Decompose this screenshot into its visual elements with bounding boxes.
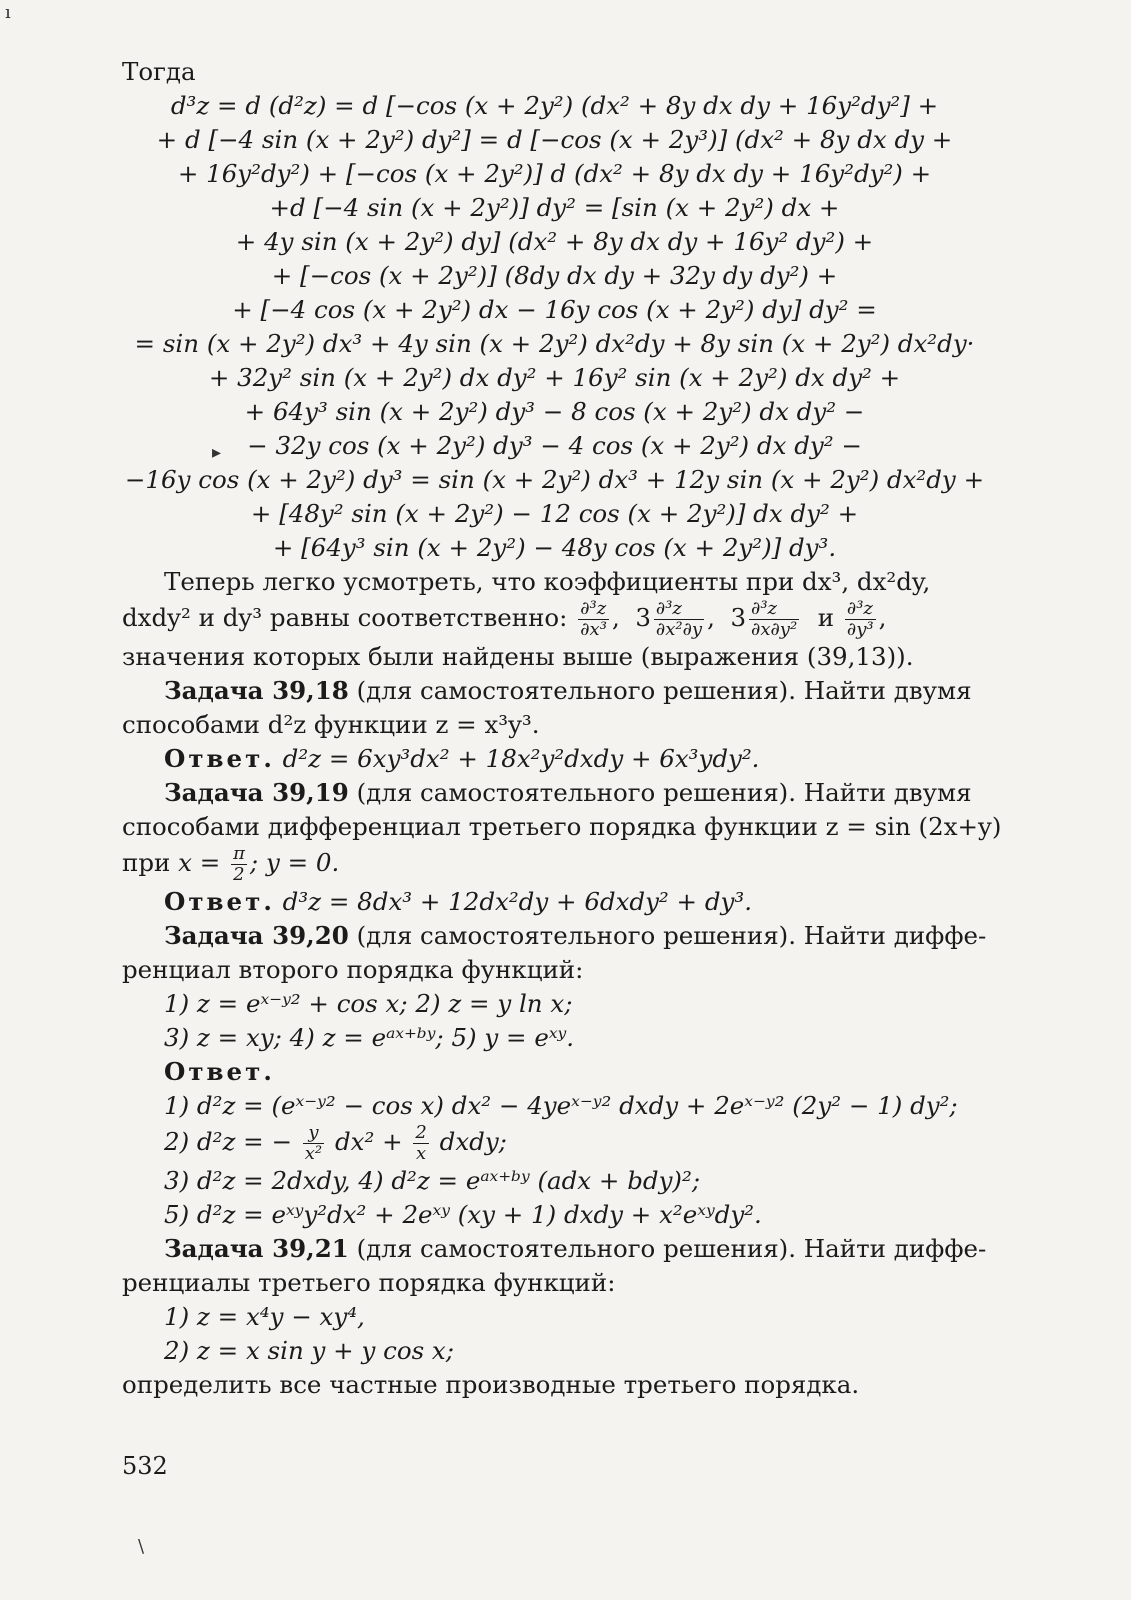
fraction-separator: , (878, 603, 887, 632)
task-heading: Задача 39,19 (164, 778, 349, 807)
fraction-numerator: π (233, 843, 245, 864)
equation-line: + 4y sin (x + 2y²) dy] (dx² + 8y dx dy + 16y² dy²) + (235, 227, 874, 256)
task-line (122, 776, 987, 810)
fraction-denominator: ∂x³ (580, 619, 607, 640)
page-content (122, 55, 1002, 1402)
answer-item: 3) d²z = 2dxdy, 4) d²z = eᵃˣ⁺ᵇʸ (adx + bdy)²; (164, 1166, 701, 1195)
fraction-numerator: 2 (415, 1122, 427, 1143)
answer-fraction (413, 1123, 428, 1164)
task-39-20 (122, 919, 987, 1232)
remark-line-3: значения которых были найдены выше (выражения (39,13)). (122, 642, 914, 671)
fraction-denominator: 2 (233, 864, 245, 885)
task-text: (для самостоятельного решения). Найти диффе- (356, 1234, 987, 1263)
function-list-line: 1) z = x⁴y − xy⁴, (164, 1302, 365, 1331)
function-list-line: 3) z = xy; 4) z = eᵃˣ⁺ᵇʸ; 5) y = eˣʸ. (164, 1023, 575, 1052)
fraction-separator: , (707, 603, 715, 632)
fraction-denominator: ∂x²∂y (655, 619, 703, 640)
task-text: (для самостоятельного решения). Найти диффе- (356, 921, 987, 950)
partial-derivative-fraction (578, 599, 609, 640)
equation-line: − 32y cos (x + 2y²) dy³ − 4 cos (x + 2y²) dx dy² − (247, 431, 862, 460)
answer-item: 1) d²z = (eˣ⁻ʸ² − cos x) dx² − 4yeˣ⁻ʸ² dxdy + 2eˣ⁻ʸ² (2y² − 1) dy²; (164, 1091, 958, 1120)
answer-formula: d³z = 8dx³ + 12dx²dy + 6dxdy² + dy³. (282, 887, 752, 916)
scan-speck: ▸ (212, 442, 222, 463)
fraction-numerator: ∂³z (845, 599, 876, 620)
condition-line (122, 844, 987, 885)
answer-formula: d²z = 6xy³dx² + 18x²y²dxdy + 6x³ydy². (282, 744, 760, 773)
task-text-line-2: ренциал второго порядка функций: (122, 955, 584, 984)
task-line (122, 1232, 987, 1266)
scan-speck: ı (5, 2, 11, 23)
task-text-line-2: способами d²z функции z = x³y³. (122, 710, 540, 739)
scan-speck: \ (138, 1536, 145, 1557)
function-list-line: 1) z = eˣ⁻ʸ² + cos x; 2) z = y ln x; (164, 989, 573, 1018)
task-heading: Задача 39,20 (164, 921, 349, 950)
conjunction: и (817, 603, 835, 632)
fraction-denominator: x (416, 1143, 427, 1164)
answer-line (122, 742, 987, 776)
answer-label: Ответ. (164, 1057, 275, 1086)
task-text-line-2: способами дифференциал третьего порядка функции z = sin (2x+y) (122, 812, 1002, 841)
task-text: (для самостоятельного решения). Найти двумя (356, 778, 972, 807)
fraction-coefficient: 3 (730, 603, 747, 632)
remark-line-2-text: dxdy² и dy³ равны соответственно: (122, 603, 568, 632)
task-line (122, 919, 987, 953)
partial-derivative-fraction (654, 599, 704, 640)
fraction-numerator: ∂³z (749, 599, 799, 620)
task-text: (для самостоятельного решения). Найти двумя (356, 676, 972, 705)
task-text-line-2: ренциалы третьего порядка функций: (122, 1268, 616, 1297)
equation-line: +d [−4 sin (x + 2y²)] dy² = [sin (x + 2y²) dx + (269, 193, 840, 222)
equation-line: + 64y³ sin (x + 2y²) dy³ − 8 cos (x + 2y²) dx dy² − (244, 397, 865, 426)
equation-line: + 16y²dy²) + [−cos (x + 2y²)] d (dx² + 8y dx dy + 16y²dy²) + (177, 159, 932, 188)
function-list-line: 2) z = x sin y + y cos x; (164, 1336, 455, 1365)
condition-rest: ; y = 0. (249, 848, 340, 877)
partial-derivative-fraction (749, 599, 799, 640)
remark-line-2 (122, 599, 987, 640)
remark-line-1: Теперь легко усмотреть, что коэффициенты при dx³, dx²dy, (164, 567, 931, 596)
answer-line (122, 885, 987, 919)
fraction-numerator: ∂³z (654, 599, 704, 620)
intro-word: Тогда (122, 57, 196, 86)
equation-line: + d [−4 sin (x + 2y²) dy²] = d [−cos (x + 2y³)] (dx² + 8y dx dy + (156, 125, 953, 154)
fraction-denominator: ∂x∂y² (751, 619, 798, 640)
task-heading: Задача 39,18 (164, 676, 349, 705)
closing-line: определить все частные производные третьего порядка. (122, 1370, 860, 1399)
remark-paragraph (122, 565, 987, 674)
equation-line: = sin (x + 2y²) dx³ + 4y sin (x + 2y²) dx²dy + 8y sin (x + 2y²) dx²dy· (134, 329, 975, 358)
page-number: 532 (122, 1452, 168, 1480)
task-39-19 (122, 776, 1002, 919)
fraction-denominator: ∂y³ (846, 619, 874, 640)
equation-line: + [64y³ sin (x + 2y²) − 48y cos (x + 2y²)] dy³. (272, 533, 837, 562)
equation-line: d³z = d (d²z) = d [−cos (x + 2y²) (dx² + 8y dx dy + 16y²dy²] + (170, 91, 939, 120)
task-heading: Задача 39,21 (164, 1234, 349, 1263)
equation-line: + [48y² sin (x + 2y²) − 12 cos (x + 2y²)] dx dy² + (250, 499, 859, 528)
answer-item: 5) d²z = eˣʸy²dx² + 2eˣʸ (xy + 1) dxdy + x²eˣʸdy². (164, 1200, 762, 1229)
task-39-18 (122, 674, 987, 776)
pi-fraction (231, 844, 247, 885)
fraction-denominator: x² (304, 1143, 323, 1164)
equation-line: + 32y² sin (x + 2y²) dx dy² + 16y² sin (x + 2y²) dx dy² + (208, 363, 901, 392)
equation-line: + [−cos (x + 2y²)] (8dy dx dy + 32y dy dy²) + (271, 261, 838, 290)
answer-item (122, 1123, 987, 1164)
answer-label: Ответ. (164, 744, 275, 773)
task-line (122, 674, 987, 708)
answer-end: dxdy; (439, 1127, 507, 1156)
equation-line: + [−4 cos (x + 2y²) dx − 16y cos (x + 2y²) dy] dy² = (232, 295, 877, 324)
condition-prefix: при (122, 848, 171, 877)
answer-prefix: 2) d²z = − (164, 1127, 292, 1156)
answer-middle: dx² + (334, 1127, 403, 1156)
equation-line: −16y cos (x + 2y²) dy³ = sin (x + 2y²) dx³ + 12y sin (x + 2y²) dx²dy + (124, 465, 985, 494)
fraction-coefficient: 3 (635, 603, 651, 632)
condition-x: x = (178, 848, 221, 877)
fraction-numerator: y (303, 1123, 324, 1144)
equation-block (122, 89, 987, 565)
fraction-separator: , (611, 603, 620, 632)
partial-derivative-fraction (845, 599, 876, 640)
answer-label: Ответ. (164, 887, 275, 916)
fraction-numerator: ∂³z (578, 599, 609, 620)
answer-fraction (303, 1123, 324, 1164)
task-39-21 (122, 1232, 987, 1402)
